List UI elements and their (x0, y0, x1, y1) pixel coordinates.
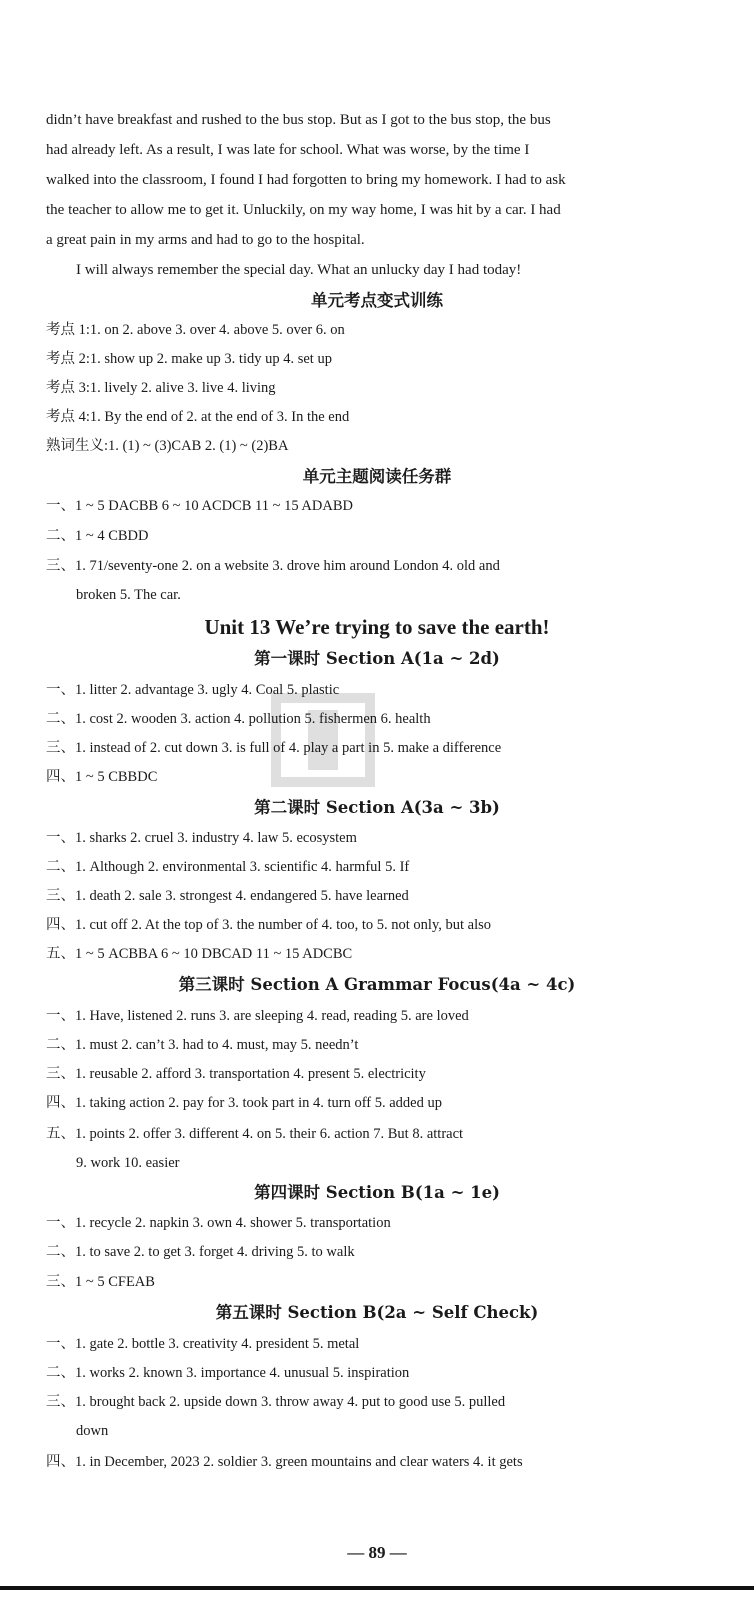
answer-line: 二、1 ~ 4 CBDD (46, 528, 149, 544)
answer-line: 一、1. Have, listened 2. runs 3. are sleeping 4. read, reading 5. are loved (46, 1008, 469, 1024)
answer-line: 二、1. cost 2. wooden 3. action 4. pollution 5. fishermen 6. health (46, 711, 431, 727)
footer-rule (0, 1586, 754, 1590)
answer-line: 三、1. reusable 2. afford 3. transportation 4. present 5. electricity (46, 1066, 426, 1082)
answer-line: 三、1. instead of 2. cut down 3. is full of 4. play a part in 5. make a difference (46, 740, 502, 756)
answer-line: 四、1. cut off 2. At the top of 3. the number of 4. too, to 5. not only, but also (46, 917, 492, 933)
lesson-heading-2: 第二课时 Section A(3a ~ 3b) (254, 798, 500, 817)
answer-line: broken 5. The car. (76, 587, 181, 603)
story-line: had already left. As a result, I was late for school. What was worse, by the time I (46, 142, 530, 158)
unit-title: Unit 13 We’re trying to save the earth! (204, 615, 550, 639)
answer-line: 五、1 ~ 5 ACBBA 6 ~ 10 DBCAD 11 ~ 15 ADCBC (46, 946, 353, 962)
answer-line: 9. work 10. easier (76, 1155, 180, 1171)
answer-line: 一、1 ~ 5 DACBB 6 ~ 10 ACDCB 11 ~ 15 ADABD (46, 498, 353, 514)
answer-line: 一、1. sharks 2. cruel 3. industry 4. law 5. ecosystem (46, 830, 357, 846)
answer-line: 考点 3:1. lively 2. alive 3. live 4. living (46, 380, 276, 396)
answer-line: 一、1. litter 2. advantage 3. ugly 4. Coal 5. plastic (46, 682, 340, 698)
answer-line: 考点 1:1. on 2. above 3. over 4. above 5. over 6. on (46, 322, 345, 338)
answer-line: 熟词生义:1. (1) ~ (3)CAB 2. (1) ~ (2)BA (46, 438, 289, 454)
answer-line: 四、1. in December, 2023 2. soldier 3. green mountains and clear waters 4. it gets (46, 1454, 523, 1470)
lesson-heading-3: 第三课时 Section A Grammar Focus(4a ~ 4c) (178, 975, 576, 994)
answer-line: 四、1 ~ 5 CBBDC (46, 769, 158, 785)
answer-line: 考点 2:1. show up 2. make up 3. tidy up 4. set up (46, 351, 332, 367)
answer-line: 考点 4:1. By the end of 2. at the end of 3. In the end (46, 409, 350, 425)
story-line: a great pain in my arms and had to go to the hospital. (46, 232, 365, 248)
answer-line: 二、1. Although 2. environmental 3. scientific 4. harmful 5. If (46, 859, 410, 875)
story-line: didn’t have breakfast and rushed to the bus stop. But as I got to the bus stop, the bus (46, 112, 551, 128)
lesson-heading-1: 第一课时 Section A(1a ~ 2d) (254, 649, 500, 668)
answer-line: 三、1. death 2. sale 3. strongest 4. endangered 5. have learned (46, 888, 409, 904)
answer-line: 二、1. works 2. known 3. importance 4. unusual 5. inspiration (46, 1365, 410, 1381)
answer-line: 四、1. taking action 2. pay for 3. took part in 4. turn off 5. added up (46, 1095, 442, 1111)
answer-line: 二、1. to save 2. to get 3. forget 4. driving 5. to walk (46, 1244, 355, 1260)
answer-line: down (76, 1423, 109, 1439)
section-heading-reading: 单元主题阅读任务群 (302, 467, 452, 486)
lesson-heading-4: 第四课时 Section B(1a ~ 1e) (254, 1183, 500, 1202)
answer-line: 二、1. must 2. can’t 3. had to 4. must, may 5. needn’t (46, 1037, 359, 1053)
answer-line: 五、1. points 2. offer 3. different 4. on 5. their 6. action 7. But 8. attract (46, 1126, 464, 1142)
answer-line: 三、1. brought back 2. upside down 3. throw away 4. put to good use 5. pulled (46, 1394, 506, 1410)
answer-line: 一、1. recycle 2. napkin 3. own 4. shower 5. transportation (46, 1215, 391, 1231)
story-line: walked into the classroom, I found I had forgotten to bring my homework. I had to ask (46, 172, 566, 188)
page-number: — 89 — (347, 1543, 407, 1562)
story-line: the teacher to allow me to get it. Unluckily, on my way home, I was hit by a car. I had (46, 202, 561, 218)
answer-line: 三、1. 71/seventy-one 2. on a website 3. drove him around London 4. old and (46, 558, 500, 574)
answer-line: 一、1. gate 2. bottle 3. creativity 4. president 5. metal (46, 1336, 360, 1352)
lesson-heading-5: 第五课时 Section B(2a ~ Self Check) (215, 1303, 539, 1322)
answer-line: 三、1 ~ 5 CFEAB (46, 1274, 155, 1290)
section-heading-kaodian: 单元考点变式训练 (311, 291, 443, 310)
story-line: I will always remember the special day. What an unlucky day I had today! (76, 262, 522, 278)
